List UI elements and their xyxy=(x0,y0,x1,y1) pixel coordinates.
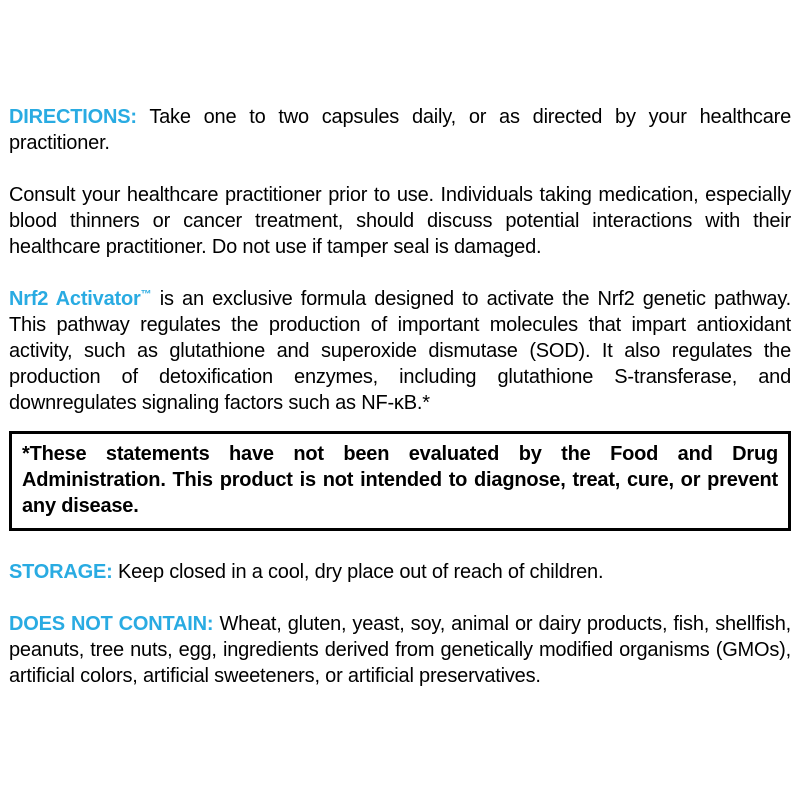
directions-paragraph xyxy=(9,104,791,156)
product-description-paragraph xyxy=(9,286,791,416)
trademark-symbol: ™ xyxy=(140,288,152,301)
product-name: Nrf2 Activator xyxy=(9,288,141,310)
fda-disclaimer-box xyxy=(9,431,791,531)
storage-heading: STORAGE: xyxy=(9,561,113,583)
does-not-contain-text: Wheat, gluten, yeast, soy, animal or dairy products, fish, shellfish, peanuts, tree nuts, egg, ingredients derived from genetically modified organisms (GMOs), artificial colors, artificial sweeteners, or artificial preservatives. xyxy=(9,613,792,687)
storage-text: Keep closed in a cool, dry place out of reach of children. xyxy=(117,561,604,583)
product-description-text: is an exclusive formula designed to activate the Nrf2 genetic pathway. This pathway regulates the production of important molecules that impart antioxidant activity, such as glutathione and superoxide dismutase (SOD). It also regulates the production of detoxification enzymes, including glutathione S-transferase, and downregulates signaling factors such as NF-κB.* xyxy=(9,288,791,414)
directions-text: Take one to two capsules daily, or as directed by your healthcare practitioner. xyxy=(9,106,791,154)
storage-paragraph xyxy=(9,559,791,585)
consult-paragraph xyxy=(9,182,791,260)
fda-disclaimer-text: *These statements have not been evaluated by the Food and Drug Administration. This product is not intended to diagnose, treat, cure, or prevent any disease. xyxy=(22,443,778,517)
does-not-contain-heading: DOES NOT CONTAIN: xyxy=(9,613,214,635)
does-not-contain-paragraph xyxy=(9,611,791,689)
consult-text: Consult your healthcare practitioner prior to use. Individuals taking medication, especially blood thinners or cancer treatment, should discuss potential interactions with their healthcare practitioner. Do not use if tamper seal is damaged. xyxy=(9,184,791,258)
directions-heading: DIRECTIONS: xyxy=(9,106,137,128)
